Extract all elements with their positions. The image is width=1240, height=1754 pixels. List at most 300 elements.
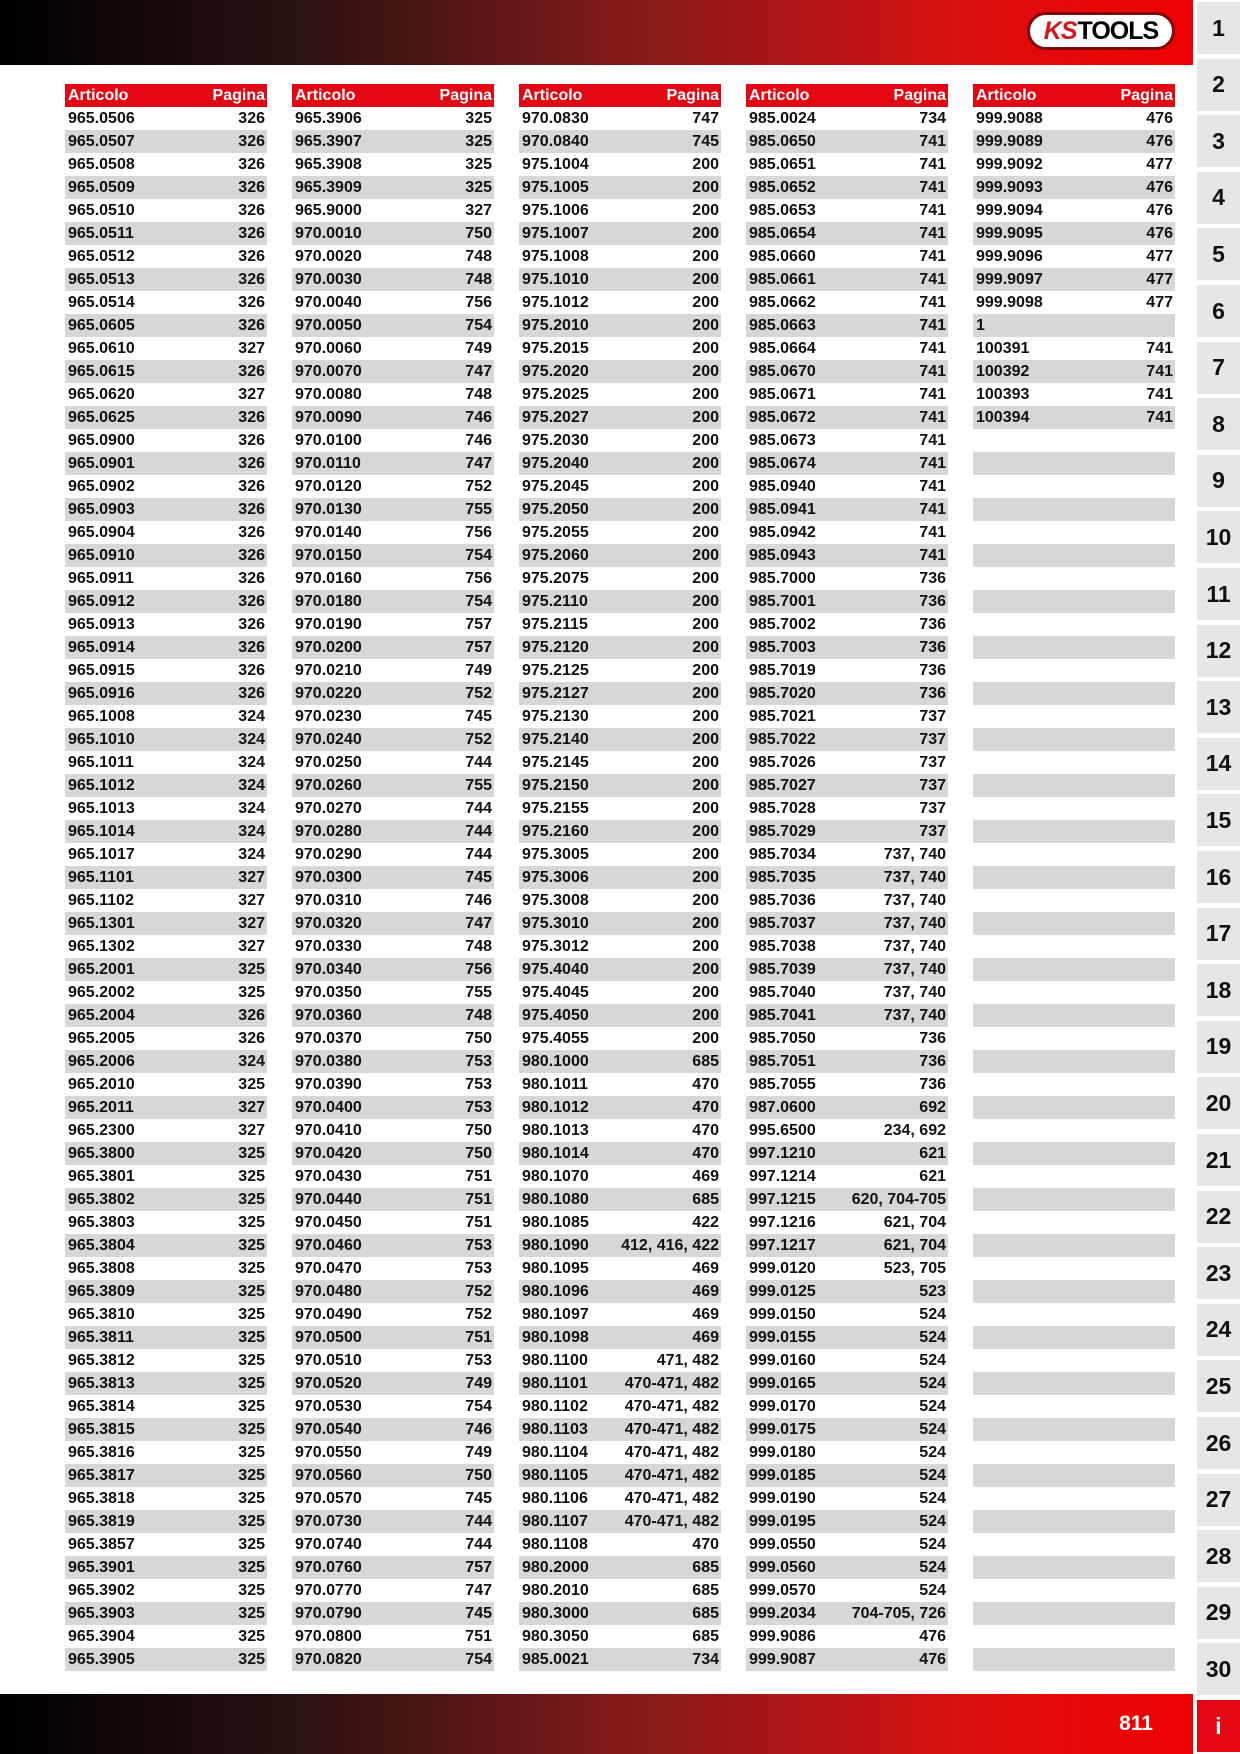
table-row <box>65 705 267 728</box>
table-row <box>519 406 721 429</box>
chapter-tab-29[interactable]: 29 <box>1197 1587 1240 1639</box>
article-code: 970.0430 <box>295 1167 362 1185</box>
table-row <box>519 820 721 843</box>
article-code: 975.3010 <box>522 914 589 932</box>
table-row <box>746 751 948 774</box>
table-row <box>973 1464 1175 1487</box>
table-row <box>519 498 721 521</box>
page-reference: 325 <box>238 1075 265 1093</box>
page-reference: 325 <box>238 1650 265 1668</box>
table-row <box>292 498 494 521</box>
table-row <box>973 1303 1175 1326</box>
page-reference: 754 <box>465 1397 492 1415</box>
table-row <box>292 797 494 820</box>
page-reference: 524 <box>919 1489 946 1507</box>
page-reference: 325 <box>465 132 492 150</box>
chapter-tab-12[interactable]: 12 <box>1197 625 1240 677</box>
table-row <box>292 199 494 222</box>
page-reference: 200 <box>692 178 719 196</box>
table-row <box>519 429 721 452</box>
table-row <box>65 1234 267 1257</box>
page-reference: 200 <box>692 316 719 334</box>
page-reference: 741 <box>919 339 946 357</box>
page-reference: 751 <box>465 1627 492 1645</box>
page-reference: 744 <box>465 1535 492 1553</box>
article-code: 985.7034 <box>749 845 816 863</box>
article-code: 980.1100 <box>522 1351 588 1369</box>
chapter-tab-20[interactable]: 20 <box>1197 1077 1240 1129</box>
table-row <box>746 935 948 958</box>
article-code: 980.1014 <box>522 1144 589 1162</box>
table-row <box>973 245 1175 268</box>
table-row <box>65 1487 267 1510</box>
chapter-tab-info[interactable]: i <box>1197 1700 1240 1752</box>
article-code: 965.0512 <box>68 247 135 265</box>
article-code: 980.1104 <box>522 1443 588 1461</box>
page-reference: 753 <box>465 1236 492 1254</box>
article-code: 965.0610 <box>68 339 135 357</box>
page-reference: 752 <box>465 684 492 702</box>
table-row <box>292 130 494 153</box>
table-row <box>973 176 1175 199</box>
table-row <box>292 176 494 199</box>
table-row <box>519 176 721 199</box>
table-row <box>65 1303 267 1326</box>
article-code: 970.0290 <box>295 845 362 863</box>
table-row <box>973 1211 1175 1234</box>
article-code: 970.0320 <box>295 914 362 932</box>
table-row <box>519 245 721 268</box>
page-reference: 744 <box>465 822 492 840</box>
chapter-tab-21[interactable]: 21 <box>1197 1134 1240 1186</box>
article-code: 965.3810 <box>68 1305 135 1323</box>
page-reference: 741 <box>1146 362 1173 380</box>
article-code: 975.2160 <box>522 822 589 840</box>
table-row <box>292 222 494 245</box>
table-row <box>292 1027 494 1050</box>
chapter-tab-6[interactable]: 6 <box>1197 285 1240 337</box>
table-row <box>519 843 721 866</box>
table-row <box>746 1234 948 1257</box>
article-code: 965.0513 <box>68 270 135 288</box>
chapter-tab-1[interactable]: 1 <box>1197 2 1240 54</box>
article-code: 985.7003 <box>749 638 816 656</box>
chapter-tab-10[interactable]: 10 <box>1197 511 1240 563</box>
page-reference: 325 <box>238 1167 265 1185</box>
table-row <box>973 1372 1175 1395</box>
page-reference: 200 <box>692 845 719 863</box>
table-row <box>746 1648 948 1671</box>
article-code: 965.3812 <box>68 1351 135 1369</box>
table-row <box>746 1556 948 1579</box>
article-code: 999.0155 <box>749 1328 816 1346</box>
page-reference: 325 <box>238 1581 265 1599</box>
table-row <box>519 613 721 636</box>
chapter-tab-30[interactable]: 30 <box>1197 1643 1240 1695</box>
article-code: 985.7039 <box>749 960 816 978</box>
article-code: 997.1216 <box>749 1213 816 1231</box>
table-row <box>519 774 721 797</box>
page-reference: 470 <box>692 1075 719 1093</box>
page-reference: 200 <box>692 730 719 748</box>
table-row <box>292 705 494 728</box>
article-code: 985.0662 <box>749 293 816 311</box>
table-row <box>65 1050 267 1073</box>
article-code: 985.0660 <box>749 247 816 265</box>
page-reference: 745 <box>465 707 492 725</box>
table-row <box>973 1073 1175 1096</box>
table-row <box>519 912 721 935</box>
table-row <box>292 567 494 590</box>
article-code: 985.7051 <box>749 1052 816 1070</box>
chapter-tab-19[interactable]: 19 <box>1197 1021 1240 1073</box>
chapter-tab-5[interactable]: 5 <box>1197 228 1240 280</box>
table-row <box>519 1441 721 1464</box>
article-code: 970.0360 <box>295 1006 362 1024</box>
chapter-tab-11[interactable]: 11 <box>1197 568 1240 620</box>
article-code: 965.1301 <box>68 914 135 932</box>
table-row <box>292 1510 494 1533</box>
page-reference: 200 <box>692 454 719 472</box>
article-code: 970.0130 <box>295 500 362 518</box>
article-code: 975.2120 <box>522 638 589 656</box>
page-reference: 477 <box>1146 155 1173 173</box>
article-code: 980.1098 <box>522 1328 589 1346</box>
article-code: 975.2060 <box>522 546 589 564</box>
table-row <box>746 1188 948 1211</box>
article-code: 970.0820 <box>295 1650 362 1668</box>
table-row <box>519 268 721 291</box>
article-code: 985.0661 <box>749 270 816 288</box>
page-reference: 744 <box>465 1512 492 1530</box>
chapter-tab-17[interactable]: 17 <box>1197 908 1240 960</box>
table-row <box>519 521 721 544</box>
table-row <box>519 1027 721 1050</box>
article-code: 985.7050 <box>749 1029 816 1047</box>
page-reference: 753 <box>465 1351 492 1369</box>
article-code: 975.1006 <box>522 201 589 219</box>
chapter-tab-26[interactable]: 26 <box>1197 1417 1240 1469</box>
page-reference: 234, 692 <box>883 1121 946 1139</box>
page-reference: 327 <box>238 1098 265 1116</box>
article-code: 965.1102 <box>68 891 134 909</box>
page-reference: 750 <box>465 224 492 242</box>
article-code: 999.0125 <box>749 1282 816 1300</box>
table-row <box>746 199 948 222</box>
table-row <box>973 199 1175 222</box>
page-reference: 741 <box>919 523 946 541</box>
article-code: 970.0770 <box>295 1581 362 1599</box>
table-row <box>292 1119 494 1142</box>
article-code: 970.0040 <box>295 293 362 311</box>
article-code: 999.0180 <box>749 1443 816 1461</box>
article-code: 985.0672 <box>749 408 816 426</box>
table-row <box>519 1188 721 1211</box>
page-reference: 470 <box>692 1144 719 1162</box>
article-code: 975.4045 <box>522 983 589 1001</box>
table-row <box>746 728 948 751</box>
table-row <box>746 820 948 843</box>
table-row <box>292 1257 494 1280</box>
page-reference: 200 <box>692 753 719 771</box>
chapter-tab-25[interactable]: 25 <box>1197 1360 1240 1412</box>
table-row <box>292 1004 494 1027</box>
article-code: 970.0340 <box>295 960 362 978</box>
article-code: 999.9093 <box>976 178 1043 196</box>
table-row <box>65 1625 267 1648</box>
article-code: 975.3005 <box>522 845 589 863</box>
page-reference: 741 <box>919 293 946 311</box>
table-row <box>292 1441 494 1464</box>
article-code: 970.0570 <box>295 1489 362 1507</box>
article-code: 980.1085 <box>522 1213 589 1231</box>
chapter-tab-27[interactable]: 27 <box>1197 1474 1240 1526</box>
table-row <box>292 1165 494 1188</box>
article-code: 999.0160 <box>749 1351 816 1369</box>
article-code: 970.0120 <box>295 477 362 495</box>
table-row <box>292 1349 494 1372</box>
article-code: 970.0080 <box>295 385 362 403</box>
article-code: 965.0511 <box>68 224 134 242</box>
page-reference: 200 <box>692 1029 719 1047</box>
article-code: 965.3909 <box>295 178 362 196</box>
table-row <box>292 337 494 360</box>
table-row <box>65 360 267 383</box>
page-reference: 200 <box>692 776 719 794</box>
chapter-tab-18[interactable]: 18 <box>1197 964 1240 1016</box>
table-row <box>65 337 267 360</box>
page-reference: 524 <box>919 1328 946 1346</box>
article-code: 985.7029 <box>749 822 816 840</box>
chapter-tab-2[interactable]: 2 <box>1197 59 1240 111</box>
chapter-tab-15[interactable]: 15 <box>1197 794 1240 846</box>
chapter-tab-13[interactable]: 13 <box>1197 681 1240 733</box>
chapter-tab-14[interactable]: 14 <box>1197 738 1240 790</box>
header-articolo: Articolo <box>976 86 1037 104</box>
chapter-tab-16[interactable]: 16 <box>1197 851 1240 903</box>
page-reference: 741 <box>919 201 946 219</box>
article-code: 970.0190 <box>295 615 362 633</box>
article-code: 975.2015 <box>522 339 589 357</box>
article-code: 975.2055 <box>522 523 589 541</box>
table-row <box>973 590 1175 613</box>
page-reference: 753 <box>465 1075 492 1093</box>
page-reference: 751 <box>465 1328 492 1346</box>
article-code: 965.3811 <box>68 1328 134 1346</box>
article-code: 970.0350 <box>295 983 362 1001</box>
chapter-tab-22[interactable]: 22 <box>1197 1191 1240 1243</box>
page-reference: 476 <box>919 1650 946 1668</box>
page-reference: 737, 740 <box>883 1006 946 1024</box>
page-reference: 327 <box>238 937 265 955</box>
page-reference: 470-471, 482 <box>624 1397 719 1415</box>
table-row <box>973 820 1175 843</box>
table-row <box>519 544 721 567</box>
table-row <box>292 981 494 1004</box>
page-reference: 754 <box>465 592 492 610</box>
page-reference: 524 <box>919 1351 946 1369</box>
article-code: 970.0230 <box>295 707 362 725</box>
page-reference: 325 <box>238 1604 265 1622</box>
chapter-tab-24[interactable]: 24 <box>1197 1304 1240 1356</box>
page-reference: 741 <box>1146 408 1173 426</box>
article-code: 970.0760 <box>295 1558 362 1576</box>
article-code: 985.0670 <box>749 362 816 380</box>
article-code: 980.2000 <box>522 1558 589 1576</box>
article-code: 100394 <box>976 408 1030 426</box>
article-code: 965.1011 <box>68 753 134 771</box>
table-row <box>519 1234 721 1257</box>
page-reference: 326 <box>238 569 265 587</box>
table-row <box>973 1119 1175 1142</box>
table-row <box>65 567 267 590</box>
page-reference: 749 <box>465 339 492 357</box>
article-code: 970.0060 <box>295 339 362 357</box>
page-reference: 736 <box>919 661 946 679</box>
table-row <box>519 1418 721 1441</box>
article-code: 100391 <box>976 339 1030 357</box>
page-reference: 736 <box>919 1075 946 1093</box>
article-code: 980.1070 <box>522 1167 589 1185</box>
page-reference: 326 <box>238 546 265 564</box>
column-rows <box>292 107 494 1671</box>
table-row <box>292 1050 494 1073</box>
article-code: 985.7027 <box>749 776 816 794</box>
article-code: 985.7040 <box>749 983 816 1001</box>
chapter-tab-7[interactable]: 7 <box>1197 342 1240 394</box>
page-reference: 737 <box>919 730 946 748</box>
page-reference: 469 <box>692 1259 719 1277</box>
article-code: 970.0180 <box>295 592 362 610</box>
table-row <box>292 153 494 176</box>
page-reference: 325 <box>238 1351 265 1369</box>
page-reference: 325 <box>238 983 265 1001</box>
page-reference: 524 <box>919 1512 946 1530</box>
table-row <box>973 406 1175 429</box>
page-reference: 524 <box>919 1420 946 1438</box>
article-code: 965.0911 <box>68 569 134 587</box>
article-code: 965.1012 <box>68 776 135 794</box>
table-row <box>746 567 948 590</box>
index-columns <box>65 84 1177 1684</box>
article-code: 970.0460 <box>295 1236 362 1254</box>
page-reference: 470-471, 482 <box>624 1466 719 1484</box>
article-code: 980.1097 <box>522 1305 589 1323</box>
page-reference: 756 <box>465 523 492 541</box>
article-code: 965.3809 <box>68 1282 135 1300</box>
table-row <box>65 1464 267 1487</box>
article-code: 975.2030 <box>522 431 589 449</box>
page-reference: 746 <box>465 1420 492 1438</box>
logo-tools-text: TOOLS <box>1077 16 1159 45</box>
table-row <box>65 130 267 153</box>
table-row <box>292 383 494 406</box>
table-row <box>973 705 1175 728</box>
page-reference: 325 <box>238 1236 265 1254</box>
page-reference: 469 <box>692 1167 719 1185</box>
table-row <box>746 1211 948 1234</box>
article-code: 100392 <box>976 362 1030 380</box>
page-reference: 737 <box>919 799 946 817</box>
article-code: 975.1012 <box>522 293 589 311</box>
chapter-tab-9[interactable]: 9 <box>1197 455 1240 507</box>
chapter-tab-4[interactable]: 4 <box>1197 172 1240 224</box>
page-reference: 326 <box>238 293 265 311</box>
table-row <box>65 935 267 958</box>
article-code: 985.0021 <box>522 1650 589 1668</box>
table-row <box>746 1165 948 1188</box>
article-code: 965.0903 <box>68 500 135 518</box>
table-row <box>973 1050 1175 1073</box>
article-code: 965.3804 <box>68 1236 135 1254</box>
article-code: 965.2006 <box>68 1052 135 1070</box>
chapter-tab-3[interactable]: 3 <box>1197 115 1240 167</box>
page-reference: 747 <box>465 454 492 472</box>
article-code: 999.0190 <box>749 1489 816 1507</box>
page-reference: 748 <box>465 385 492 403</box>
article-code: 965.2005 <box>68 1029 135 1047</box>
article-code: 980.1012 <box>522 1098 589 1116</box>
table-row <box>746 383 948 406</box>
table-row <box>519 153 721 176</box>
table-row <box>746 268 948 291</box>
column-rows <box>746 107 948 1671</box>
table-row <box>973 958 1175 981</box>
table-row <box>519 199 721 222</box>
table-row <box>292 1096 494 1119</box>
page-reference: 325 <box>238 1558 265 1576</box>
page-reference: 756 <box>465 293 492 311</box>
page-reference: 745 <box>465 1604 492 1622</box>
page-reference: 752 <box>465 1305 492 1323</box>
table-row <box>973 659 1175 682</box>
article-code: 965.1008 <box>68 707 135 725</box>
table-row <box>519 958 721 981</box>
chapter-tab-28[interactable]: 28 <box>1197 1530 1240 1582</box>
table-row <box>519 1372 721 1395</box>
page-reference: 736 <box>919 638 946 656</box>
chapter-tab-8[interactable]: 8 <box>1197 398 1240 450</box>
page-reference: 755 <box>465 776 492 794</box>
article-code: 1 <box>976 316 985 334</box>
article-code: 980.1105 <box>522 1466 588 1484</box>
chapter-tab-23[interactable]: 23 <box>1197 1247 1240 1299</box>
table-row <box>746 245 948 268</box>
table-row <box>292 912 494 935</box>
table-row <box>973 1533 1175 1556</box>
article-code: 987.0600 <box>749 1098 816 1116</box>
article-code: 965.0509 <box>68 178 135 196</box>
ks-tools-logo <box>1027 12 1175 50</box>
table-row <box>292 1234 494 1257</box>
table-row <box>65 107 267 130</box>
article-code: 970.0840 <box>522 132 589 150</box>
table-row <box>292 406 494 429</box>
table-row <box>65 751 267 774</box>
page-reference: 751 <box>465 1190 492 1208</box>
column-header <box>65 84 267 107</box>
article-code: 999.9092 <box>976 155 1043 173</box>
index-column-3 <box>519 84 721 1671</box>
table-row <box>519 1349 721 1372</box>
table-row <box>973 935 1175 958</box>
page-reference: 469 <box>692 1305 719 1323</box>
page-reference: 737 <box>919 753 946 771</box>
table-row <box>65 1648 267 1671</box>
table-row <box>746 1326 948 1349</box>
article-code: 970.0050 <box>295 316 362 334</box>
header-articolo: Articolo <box>749 86 810 104</box>
